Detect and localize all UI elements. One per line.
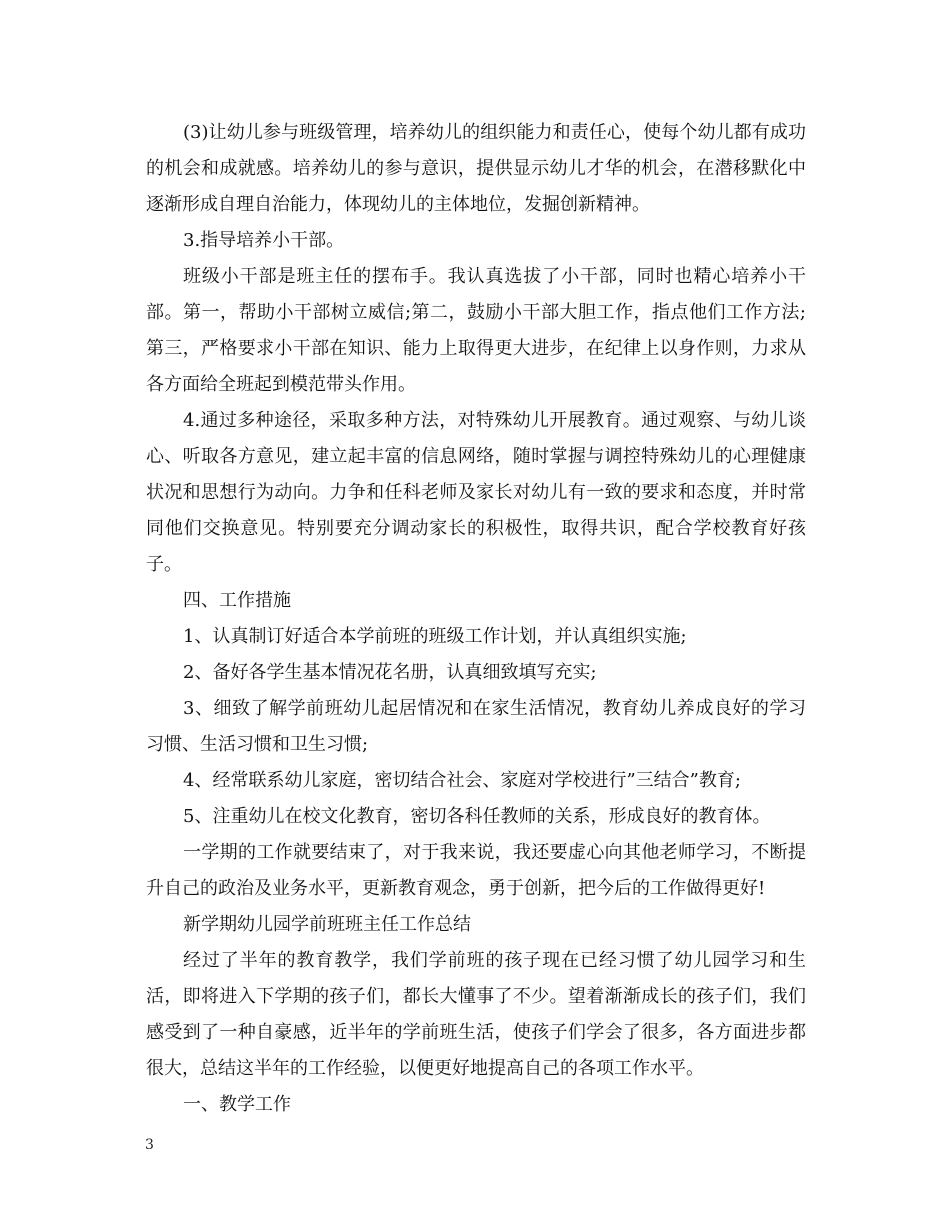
page-number: 3 <box>145 1137 154 1153</box>
list-item-measure-2: 2、备好各学生基本情况花名册，认真细致填写充实; <box>183 662 597 683</box>
list-item-measure-1: 1、认真制订好适合本学前班的班级工作计划，并认真组织实施; <box>183 626 687 647</box>
list-item-measure-3: 3、细致了解学前班幼儿起居情况和在家生活情况，教育幼儿养成良好的学习习惯、生活习惯和卫生习惯; <box>146 698 806 755</box>
section-heading-work-measures: 四、工作措施 <box>183 590 291 611</box>
paragraph-class-management: (3)让幼儿参与班级管理，培养幼儿的组织能力和责任心，使每个幼儿都有成功的机会和成就感。培养幼儿的参与意识，提供显示幼儿才华的机会，在潜移默化中逐渐形成自理自治能力，体现幼儿的主体地位，发掘创新精神。 <box>146 122 806 215</box>
document-body <box>146 115 806 1123</box>
paragraph-half-year-summary: 经过了半年的教育教学，我们学前班的孩子现在已经习惯了幼儿园学习和生活，即将进入下学期的孩子们，都长大懂事了不少。望着渐渐成长的孩子们，我们感受到了一种自豪感，近半年的学前班生活，使孩子们学会了很多，各方面进步都很大，总结这半年的工作经验，以便更好地提高自己的各项工作水平。 <box>146 950 806 1079</box>
paragraph-heading-cadre-training: 3.指导培养小干部。 <box>183 230 345 251</box>
list-item-measure-5: 5、注重幼儿在校文化教育，密切各科任教师的关系，形成良好的教育体。 <box>183 806 771 827</box>
paragraph-special-education: 4.通过多种途径，采取多种方法，对特殊幼儿开展教育。通过观察、与幼儿谈心、听取各方意见，建立起丰富的信息网络，随时掌握与调控特殊幼儿的心理健康状况和思想行为动向。力争和任科老师及家长对幼儿有一致的要求和态度，并时常同他们交换意见。特别要充分调动家长的积极性，取得共识，配合学校教育好孩子。 <box>146 410 806 575</box>
paragraph-class-cadres: 班级小干部是班主任的摆布手。我认真选拔了小干部，同时也精心培养小干部。第一，帮助小干部树立威信;第二，鼓励小干部大胆工作，指点他们工作方法;第三，严格要求小干部在知识、能力上取得更大进步，在纪律上以身作则，力求从各方面给全班起到模范带头作用。 <box>146 266 806 395</box>
paragraph-new-title: 新学期幼儿园学前班班主任工作总结 <box>183 914 471 935</box>
section-heading-teaching-work: 一、教学工作 <box>183 1094 291 1115</box>
list-item-measure-4: 4、经常联系幼儿家庭，密切结合社会、家庭对学校进行”三结合”教育; <box>183 770 741 791</box>
paragraph-semester-conclusion: 一学期的工作就要结束了，对于我来说，我还要虚心向其他老师学习，不断提升自己的政治及业务水平，更新教育观念，勇于创新，把今后的工作做得更好! <box>146 842 806 899</box>
